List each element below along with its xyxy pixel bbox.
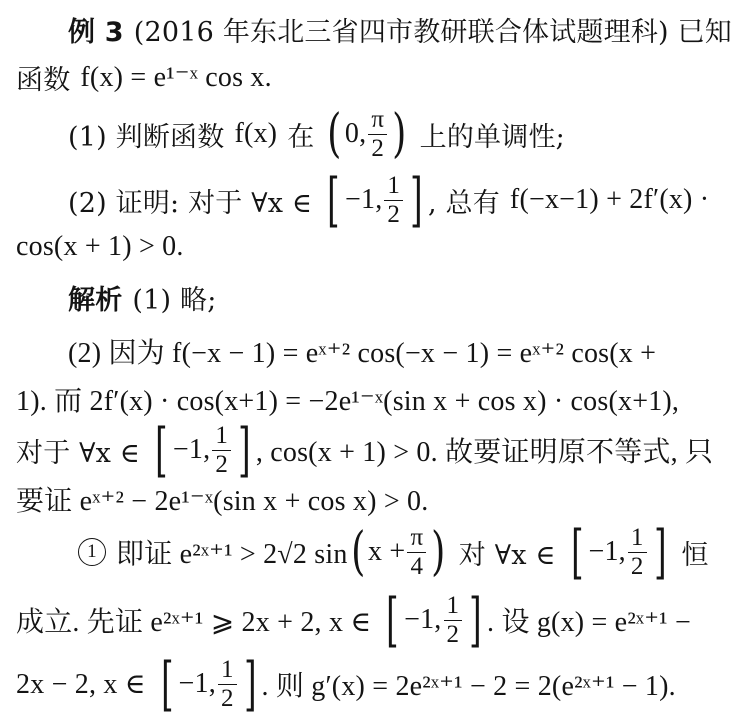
step-3-left-bracket: [ bbox=[160, 650, 174, 718]
step-3-right-bracket: ] bbox=[243, 650, 257, 718]
q1-pi-over-2 bbox=[368, 106, 387, 162]
solution-p2-line-4 bbox=[0, 478, 738, 520]
step-3-two: 2 bbox=[220, 684, 234, 712]
function-expression: f(x) = e¹⁻ˣ cos x. bbox=[80, 62, 272, 93]
step-1-text-a: 即证 e²ˣ⁺¹ > 2√2 sin bbox=[116, 539, 348, 570]
solution-l3-one: 1 bbox=[212, 422, 231, 451]
step-1-line-3 bbox=[0, 652, 738, 716]
step-1-text-b: 对 ∀x ∈ bbox=[458, 539, 556, 571]
step-1-two: 2 bbox=[630, 552, 644, 580]
step-1-four: 4 bbox=[410, 552, 424, 580]
step-1-neg1: −1, bbox=[588, 536, 626, 567]
step-2-two: 2 bbox=[446, 620, 460, 648]
step-1-right-paren: ) bbox=[431, 522, 446, 582]
solution-l3-half bbox=[212, 422, 231, 478]
solution-label: 解析 bbox=[68, 284, 123, 316]
q2-left-bracket: [ bbox=[327, 166, 340, 234]
function-prefix: 函数 bbox=[16, 64, 71, 96]
solution-p2-text-4: 要证 eˣ⁺² − 2e¹⁻ˣ(sin x + cos x) > 0. bbox=[16, 486, 429, 517]
q1-text-a: (1) 判断函数 bbox=[68, 121, 225, 153]
solution-p2-line-1 bbox=[0, 330, 738, 372]
step-3-neg1: −1, bbox=[178, 668, 216, 699]
question-1-line bbox=[0, 104, 738, 164]
step-1-line bbox=[0, 520, 738, 584]
step-2-half bbox=[444, 592, 463, 648]
step-1-left-bracket: [ bbox=[570, 518, 584, 586]
step-1-pi-over-4 bbox=[407, 524, 426, 580]
solution-p2-text-3a: 对于 ∀x ∈ bbox=[16, 437, 141, 469]
q1-left-paren: ( bbox=[327, 104, 342, 164]
step-2-left-bracket: [ bbox=[386, 586, 399, 654]
example-label: 例 3 bbox=[68, 16, 124, 48]
step-2-text-b: . 设 g(x) = e²ˣ⁺¹ − bbox=[487, 607, 691, 638]
q1-zero: 0, bbox=[344, 118, 367, 149]
q1-right-paren: ) bbox=[392, 104, 407, 164]
solution-l3-neg1: −1, bbox=[172, 434, 211, 465]
step-1-line-2 bbox=[0, 588, 738, 652]
solution-p2-text-2: 1). 而 2f′(x) · cos(x+1) = −2e¹⁻ˣ(sin x + cos x) · cos(x+1), bbox=[16, 386, 680, 417]
function-definition-line bbox=[0, 56, 738, 98]
step-2-right-bracket: ] bbox=[469, 586, 482, 654]
solution-p2-text-1: (2) 因为 f(−x − 1) = eˣ⁺² cos(−x − 1) = eˣ⁺² cos(x + bbox=[68, 338, 657, 369]
q1-fx: f(x) bbox=[234, 118, 278, 149]
example-source: (2016 年东北三省四市教研联合体试题理科) 已知 bbox=[133, 16, 732, 48]
q2-half bbox=[384, 172, 403, 228]
step-3-text-a: 2x − 2, x ∈ bbox=[16, 669, 146, 700]
step-3-one: 1 bbox=[218, 656, 237, 685]
step-2-neg1: −1, bbox=[404, 604, 442, 635]
solution-l3-left-bracket: [ bbox=[155, 416, 168, 484]
solution-l3-right-bracket: ] bbox=[238, 416, 251, 484]
solution-p2-line-3 bbox=[0, 418, 738, 482]
step-1-x: x + bbox=[368, 536, 406, 567]
step-1-pi: π bbox=[407, 524, 426, 553]
q2-text-b: , 总有 bbox=[427, 187, 500, 219]
solution-part-1: (1) 略; bbox=[132, 284, 217, 316]
step-1-marker: 1 bbox=[78, 538, 106, 566]
solution-p2-line-2 bbox=[0, 378, 738, 420]
q2-right-bracket: ] bbox=[410, 166, 423, 234]
question-2-line bbox=[0, 168, 738, 232]
q1-text-c: 上的单调性; bbox=[419, 121, 565, 153]
step-2-one: 1 bbox=[444, 592, 463, 621]
example-heading-line bbox=[0, 8, 738, 50]
q2-two: 2 bbox=[387, 200, 401, 228]
q2-text-a: (2) 证明: 对于 ∀x ∈ bbox=[68, 187, 313, 219]
q1-text-b: 在 bbox=[287, 121, 315, 153]
question-2-continuation bbox=[0, 226, 738, 268]
solution-p2-text-3b: , cos(x + 1) > 0. 故要证明原不等式, 只 bbox=[255, 437, 714, 468]
step-1-half bbox=[628, 524, 647, 580]
q2-one: 1 bbox=[384, 172, 403, 201]
q2-continuation: cos(x + 1) > 0. bbox=[16, 231, 184, 262]
solution-heading-line bbox=[0, 276, 738, 318]
q2-neg1: −1, bbox=[345, 184, 383, 215]
solution-l3-two: 2 bbox=[215, 450, 229, 478]
step-2-text-a: 成立. 先证 e²ˣ⁺¹ ⩾ 2x + 2, x ∈ bbox=[16, 607, 372, 638]
q1-pi: π bbox=[368, 106, 387, 135]
step-1-right-bracket: ] bbox=[653, 518, 667, 586]
step-1-text-c: 恒 bbox=[681, 539, 709, 571]
step-1-left-paren: ( bbox=[350, 522, 365, 582]
step-1-one: 1 bbox=[628, 524, 647, 553]
q2-expression: f(−x−1) + 2f′(x) · bbox=[509, 184, 710, 215]
step-3-text-b: . 则 g′(x) = 2e²ˣ⁺¹ − 2 = 2(e²ˣ⁺¹ − 1). bbox=[261, 671, 676, 702]
q1-two: 2 bbox=[371, 134, 385, 162]
